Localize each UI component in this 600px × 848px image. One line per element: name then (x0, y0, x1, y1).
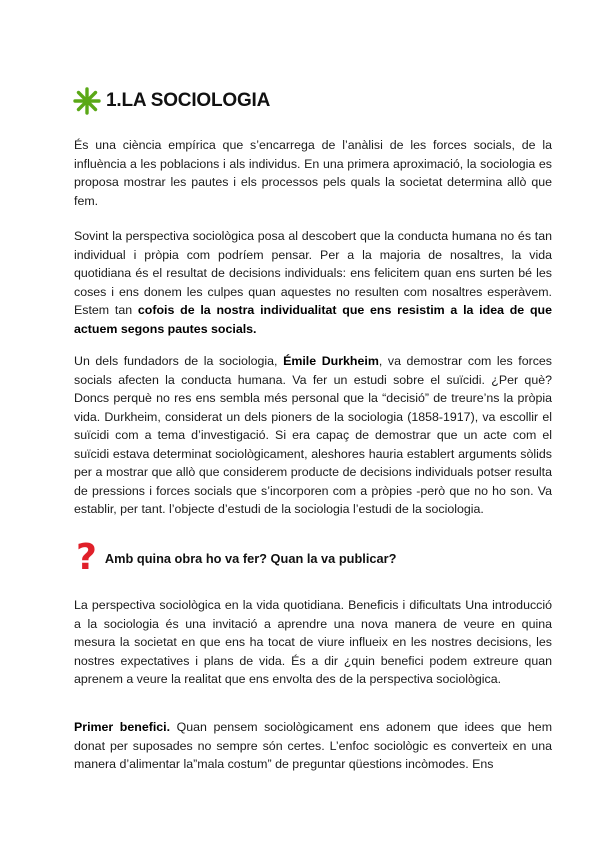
question-text: Amb quina obra ho va fer? Quan la va publicar? (104, 550, 397, 566)
page-title: 1.LA SOCIOLOGIA (106, 90, 271, 111)
section-heading (72, 86, 270, 116)
paragraph-durkheim-text: , va demostrar com les forces socials afecten la conducta humana. Va fer un estudi sobre el suïcidi. ¿Per què? Doncs perquè no res ens sembla més personal que la “decisió” de treure’ns la pròpia vida. Durkheim, considerat un dels pioners de la sociologia (1858-1917), va escollir el suïcidi com a tema d’investigació. Si era capaç de demostrar que un acte com el suïcidi estava determinat sociològicament, aleshores hauria establert arguments sòlids per a mostrar que allò que considerem producte de decisions individuals potser resulta de pressions i forces socials que s’incorporen com a pròpies -però que no ho son. Va establir, per tant. l’objecte d’estudi de la sociologia l’estudi de la sociologia. (74, 354, 552, 516)
question-callout (76, 537, 397, 578)
green-asterisk-icon (72, 86, 102, 116)
red-question-mark-icon: ? (76, 537, 97, 578)
first-benefit-label: Primer benefici. (74, 720, 171, 734)
paragraph-definition: És una ciència empírica que s’encarrega de l’anàlisi de les forces socials, de la influència a les poblacions i als individus. En una primera aproximació, la sociologia es proposa mostrar les pautes i els processos pels quals la societat determina allò que fem. (74, 138, 552, 208)
first-benefit-text: Quan pensem sociològicament ens adonem que idees que hem donat per suposades no sempre són certes. L’enfoc sociològic es converteix en una manera d’alimentar la”mala costum” de preguntar qüestions incòmodes. Ens (74, 720, 553, 771)
durkheim-name: Émile Durkheim (283, 354, 379, 368)
paragraph-first-benefit (74, 718, 552, 774)
paragraph-perspective (74, 227, 552, 338)
paragraph-perspective-text: Sovint la perspectiva sociològica posa al descobert que la conducta humana no és tan individual i pròpia com podríem pensar. Per a la majoria de nosaltres, la vida quotidiana és el resultat de decisions individuals: ens felicitem quan ens surten bé les coses i ens donem les culpes quan aquestes no resulten com nosaltres esperàvem. Estem tan (74, 229, 552, 317)
paragraph-durkheim-intro: Un dels fundadors de la sociologia, (74, 354, 284, 368)
paragraph-durkheim (74, 352, 552, 519)
paragraph-perspective-emphasis: cofois de la nostra individualitat que ens resistim a la idea de que actuem segons pautes socials. (74, 303, 552, 336)
paragraph-everyday-life: La perspectiva sociològica en la vida quotidiana. Beneficis i dificultats Una introducció a la sociologia és una invitació a aprendre una nova manera de veure en quina mesura la societat en que ens ha tocat de viure influeix en les nostres decisions, les nostres expectatives i plans de vida. És a dir ¿quin benefici podem extreure quan aprenem a veure la realitat que ens envolta des de la perspectiva sociològica. (74, 598, 552, 686)
